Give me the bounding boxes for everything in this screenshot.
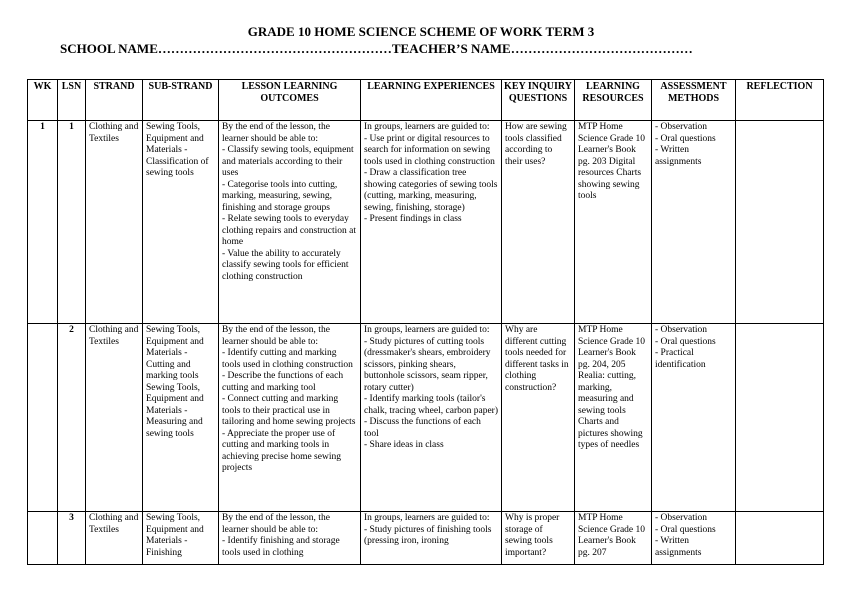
header-lsn: LSN <box>58 80 86 121</box>
cell-line: - Present findings in class <box>364 214 462 224</box>
cell-substrand <box>143 512 219 565</box>
scheme-table <box>27 79 824 565</box>
table-row <box>28 512 824 565</box>
cell-resources: MTP Home Science Grade 10 Learner's Book pg. 204, 205 Realia: cutting, marking, measuring and sewing tools Charts and pictures showing types of needles <box>575 324 652 512</box>
header-reflection: REFLECTION <box>736 80 824 121</box>
cell-line: - Written assignments <box>655 145 702 167</box>
cell-line: - Identify marking tools (tailor's chalk, tracing wheel, carbon paper) <box>364 394 498 416</box>
cell-assessment <box>652 324 736 512</box>
cell-experiences <box>361 512 502 565</box>
cell-wk <box>28 324 58 512</box>
cell-assessment <box>652 121 736 324</box>
cell-line: - Identify finishing and storage tools used in clothing <box>222 536 340 558</box>
cell-line: - Observation <box>655 122 707 132</box>
cell-line: - Practical identification <box>655 348 706 370</box>
cell-lsn: 3 <box>58 512 86 565</box>
cell-line: - Use print or digital resources to search for information on sewing tools used in clothing construction <box>364 133 495 167</box>
header-experiences: LEARNING EXPERIENCES <box>361 80 502 121</box>
cell-experiences <box>361 121 502 324</box>
cell-line: - Study pictures of finishing tools (pressing iron, ironing <box>364 524 492 546</box>
table-row <box>28 324 824 512</box>
header-questions: KEY INQUIRY QUESTIONS <box>502 80 575 121</box>
header-outcomes: LESSON LEARNING OUTCOMES <box>219 80 361 121</box>
cell-lsn: 2 <box>58 324 86 512</box>
cell-substrand-text: Sewing Tools, Equipment and Materials - Finishing <box>146 513 204 558</box>
cell-line: By the end of the lesson, the learner should be able to: <box>222 325 330 347</box>
cell-line: - Oral questions <box>655 524 716 535</box>
cell-line: - Observation <box>655 513 707 523</box>
cell-line: In groups, learners are guided to: <box>364 325 490 335</box>
header-wk: WK <box>28 80 58 121</box>
cell-line: In groups, learners are guided to: <box>364 122 490 132</box>
cell-line: - Draw a classification tree showing categories of sewing tools (cutting, marking, measuring, sewing, finishing, storage) <box>364 168 498 213</box>
cell-strand: Clothing and Textiles <box>86 121 143 324</box>
cell-outcomes <box>219 324 361 512</box>
header-resources: LEARNING RESOURCES <box>575 80 652 121</box>
table-row <box>28 121 824 324</box>
cell-resources: MTP Home Science Grade 10 Learner's Book pg. 203 Digital resources Charts showing sewing tools <box>575 121 652 324</box>
cell-questions: How are sewing tools classified according to their uses? <box>502 121 575 324</box>
cell-line: - Observation <box>655 325 707 335</box>
cell-questions <box>502 512 575 565</box>
cell-line: - Study pictures of cutting tools (dressmaker's shears, embroidery scissors, pinking shears, buttonhole scissors, seam ripper, rotary cutter) <box>364 336 491 393</box>
cell-substrand <box>143 121 219 324</box>
cell-strand <box>86 512 143 565</box>
cell-outcomes-text <box>222 513 357 563</box>
cell-assessment <box>652 512 736 565</box>
cell-line: - Discuss the functions of each tool <box>364 417 481 439</box>
cell-wk: 1 <box>28 121 58 324</box>
cell-substrand: Sewing Tools, Equipment and Materials - Cutting and marking tools Sewing Tools, Equipment and Materials - Measuring and sewing tools <box>143 324 219 512</box>
cell-strand: Clothing and Textiles <box>86 324 143 512</box>
header-row <box>28 80 824 121</box>
cell-wk <box>28 512 58 565</box>
cell-reflection <box>736 324 824 512</box>
cell-resources <box>575 512 652 565</box>
document-title: GRADE 10 HOME SCIENCE SCHEME OF WORK TERM 3 <box>247 24 595 39</box>
cell-line: - Classify sewing tools, equipment and materials according to their uses <box>222 145 354 178</box>
cell-line: - Relate sewing tools to everyday clothing repairs and construction at home <box>222 214 357 247</box>
cell-questions: Why are different cutting tools needed for different tasks in clothing construction? <box>502 324 575 512</box>
cell-line: - Connect cutting and marking tools to their practical use in tailoring and home sewing projects <box>222 394 356 427</box>
cell-line: By the end of the lesson, the learner should be able to: <box>222 122 330 144</box>
header-strand: STRAND <box>86 80 143 121</box>
cell-reflection <box>736 512 824 565</box>
cell-line: - Oral questions <box>655 133 716 144</box>
cell-strand-text: Clothing and Textiles <box>89 513 139 535</box>
cell-resources-text: MTP Home Science Grade 10 Learner's Book pg. 207 <box>578 513 645 558</box>
cell-line: - Identify cutting and marking tools used in clothing construction <box>222 348 353 370</box>
cell-assessment-text <box>655 513 732 563</box>
cell-line: - Value the ability to accurately classify sewing tools for efficient clothing construction <box>222 248 349 282</box>
cell-questions-text: Why is proper storage of sewing tools important? <box>505 513 560 558</box>
header-assessment: ASSESSMENT METHODS <box>652 80 736 121</box>
cell-line: - Oral questions <box>655 336 716 347</box>
cell-line: By the end of the lesson, the learner should be able to: <box>222 513 330 535</box>
cell-line: Sewing Tools, Equipment and Materials - Classification of sewing tools <box>146 122 209 178</box>
cell-outcomes <box>219 121 361 324</box>
cell-outcomes <box>219 512 361 565</box>
header-substrand: SUB-STRAND <box>143 80 219 121</box>
cell-lsn: 1 <box>58 121 86 324</box>
cell-line: In groups, learners are guided to: <box>364 513 490 523</box>
cell-reflection <box>736 121 824 324</box>
cell-line: - Appreciate the proper use of cutting and marking tools in achieving precise home sewing projects <box>222 428 341 473</box>
cell-line: - Written assignments <box>655 536 702 558</box>
cell-line: - Share ideas in class <box>364 440 444 450</box>
cell-experiences <box>361 324 502 512</box>
cell-line: - Describe the functions of each cutting and marking tool <box>222 371 344 393</box>
cell-line: - Categorise tools into cutting, marking, measuring, sewing, finishing and storage groups <box>222 179 338 213</box>
school-teacher-line: SCHOOL NAME………………………………………………TEACHER’S NAME…………………………………… <box>60 41 693 56</box>
cell-experiences-text <box>364 513 498 563</box>
